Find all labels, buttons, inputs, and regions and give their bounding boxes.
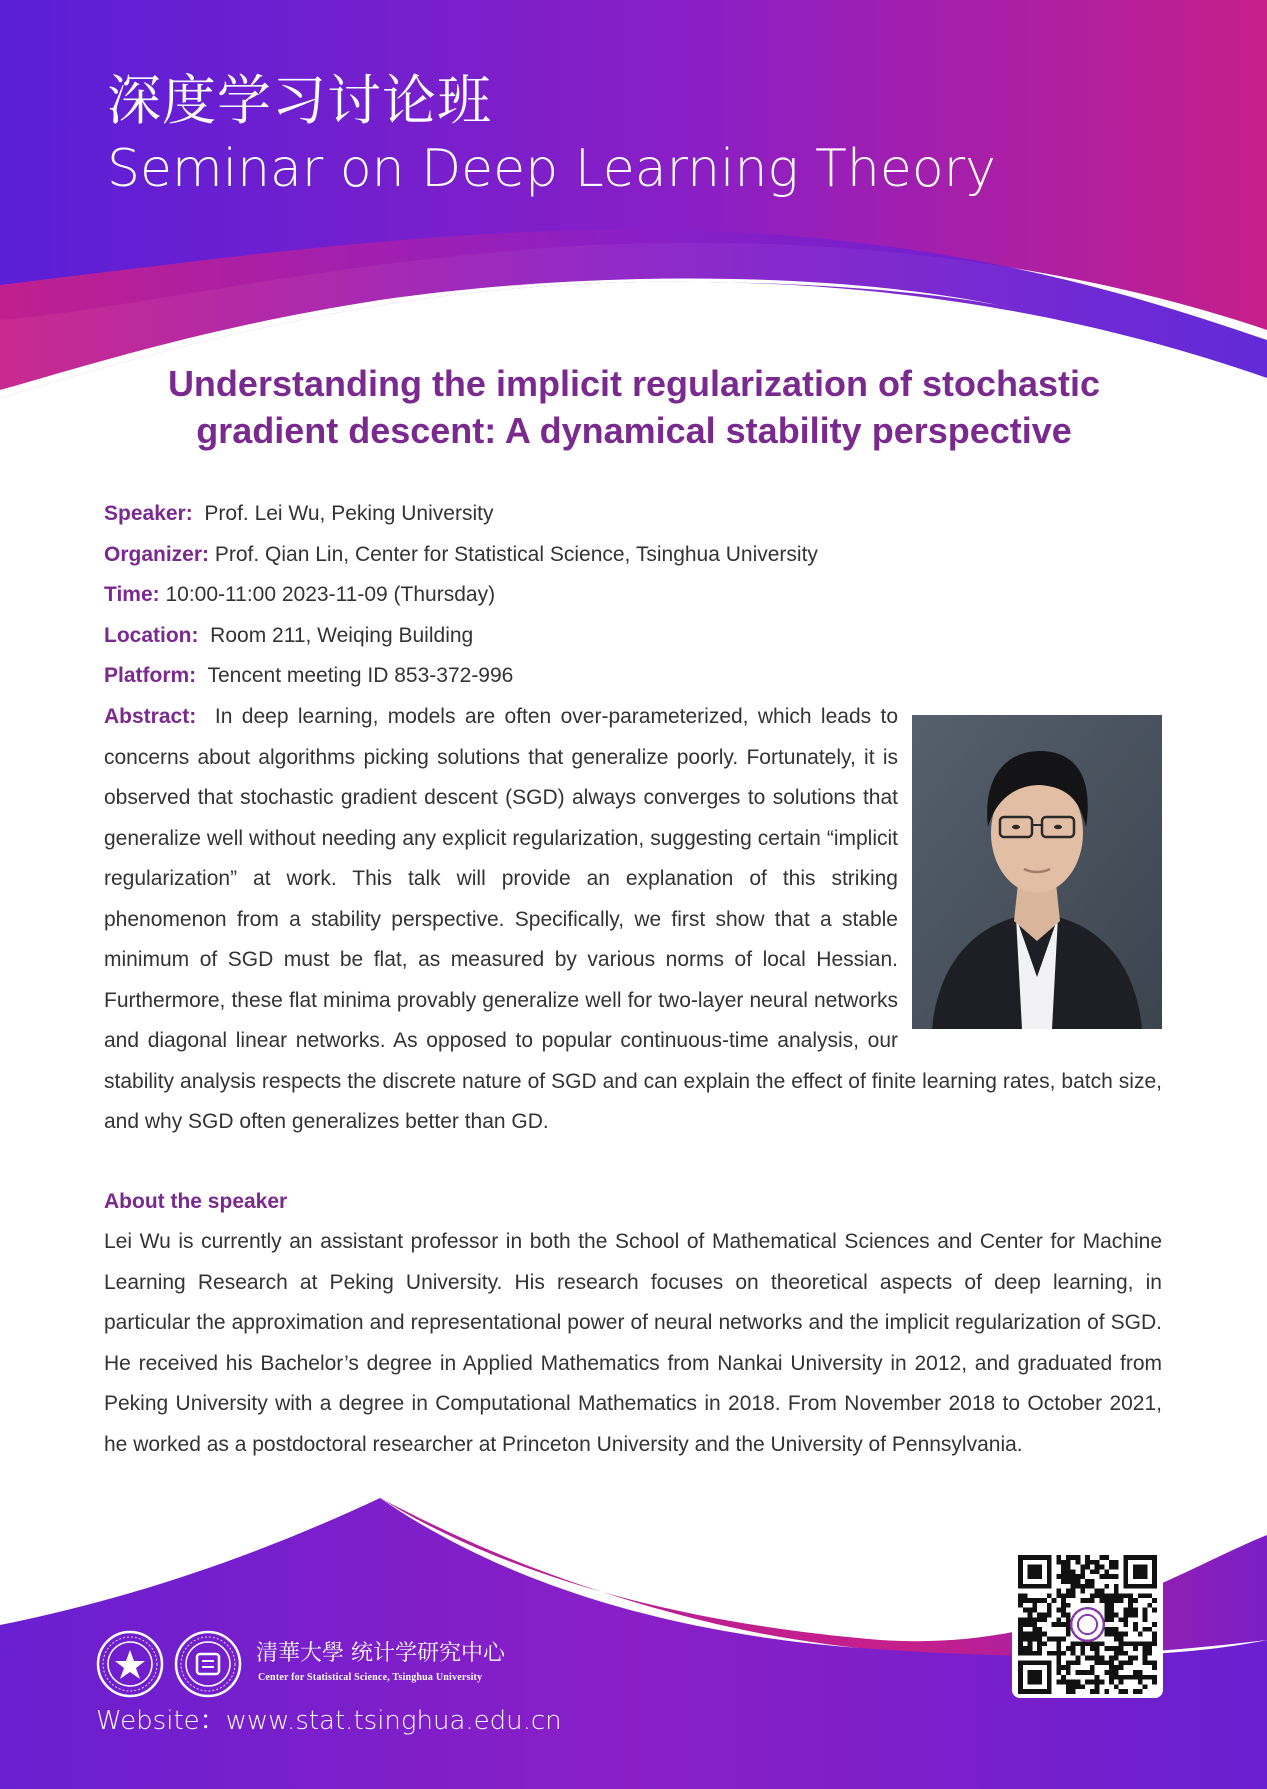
- about-speaker-text: Lei Wu is currently an assistant professor in both the School of Mathematical Sciences and Center for Machine Learning Research at Peking University. His research focuses on theoretical aspects of deep learning, in particular the approximation and representational power of neural networks and the implicit regularization of SGD. He received his Bachelor’s degree in Applied Mathematics from Nankai University in 2012, and graduated from Peking University with a degree in Computational Mathematics in 2018. From November 2018 to October 2021, he worked as a postdoctoral researcher at Princeton University and the University of Pennsylvania.: [104, 1230, 1162, 1456]
- abstract: [104, 697, 1162, 1143]
- time-label: Time:: [104, 583, 160, 606]
- platform-row: [104, 656, 1164, 697]
- abstract-label: Abstract:: [104, 705, 197, 728]
- time-row: [104, 575, 1164, 616]
- organizer-label: Organizer:: [104, 542, 210, 566]
- platform-value: Tencent meeting ID 853-372-996: [207, 664, 514, 687]
- stat-center-name-cn: 统计学研究中心: [351, 1641, 506, 1666]
- speaker-portrait-image: [912, 715, 1162, 1029]
- center-name-cn: [256, 1636, 505, 1667]
- organizer-value: Prof. Qian Lin, Center for Statistical Science, Tsinghua University: [214, 542, 818, 566]
- organizer-row: [104, 535, 1164, 576]
- talk-title-line-2: gradient descent: A dynamical stability perspective: [196, 410, 1072, 451]
- website-link[interactable]: Website：www.stat.tsinghua.edu.cn: [96, 1706, 562, 1736]
- speaker-row: [104, 494, 1164, 535]
- seminar-title-en: Seminar on Deep Learning Theory: [107, 139, 996, 199]
- platform-label: Platform:: [104, 664, 197, 687]
- talk-info: [104, 494, 1164, 697]
- time-value: 10:00-11:00 2023-11-09 (Thursday): [165, 583, 496, 606]
- footer-logos: [96, 1630, 516, 1700]
- abstract-text: In deep learning, models are often over-parameterized, which leads to concerns about algorithms picking solutions that generalize poorly. Fortunately, it is observed that stochastic gradient descent (SGD) always converges to solutions that generalize well without needing any explicit regularization, suggesting certain “implicit regularization” at work. This talk will provide an explanation of this striking phenomenon from a stability perspective. Specifically, we first show that a stable minimum of SGD must be flat, as measured by various norms of local Hessian. Furthermore, these flat minima provably generalize well for two-layer neural networks and diagonal linear networks. As opposed to popular continuous-time analysis, our stability analysis respects the discrete nature of SGD and can explain the effect of finite learning rates, batch size, and why SGD often generalizes better than GD.: [104, 705, 1162, 1133]
- about-speaker-heading: About the speaker: [104, 1190, 288, 1213]
- center-name-en: Center for Statistical Science, Tsinghua University: [258, 1672, 483, 1683]
- seminar-title-cn: 深度学习讨论班: [107, 69, 492, 132]
- speaker-label: Speaker:: [104, 502, 193, 525]
- talk-title: [80, 360, 1188, 454]
- speaker-photo: [912, 715, 1162, 1029]
- tsinghua-name-cn: 清華大學: [256, 1641, 345, 1666]
- location-label: Location:: [104, 623, 199, 647]
- qr-code[interactable]: [1012, 1550, 1163, 1698]
- location-value: Room 211, Weiqing Building: [210, 623, 474, 647]
- tsinghua-seal-icon: [96, 1630, 164, 1698]
- center-seal-icon: [174, 1630, 242, 1698]
- speaker-value: Prof. Lei Wu, Peking University: [204, 502, 494, 525]
- location-row: [104, 616, 1164, 657]
- talk-title-line-1: Understanding the implicit regularization of stochastic: [167, 363, 1101, 404]
- qr-code-image: [1018, 1555, 1157, 1694]
